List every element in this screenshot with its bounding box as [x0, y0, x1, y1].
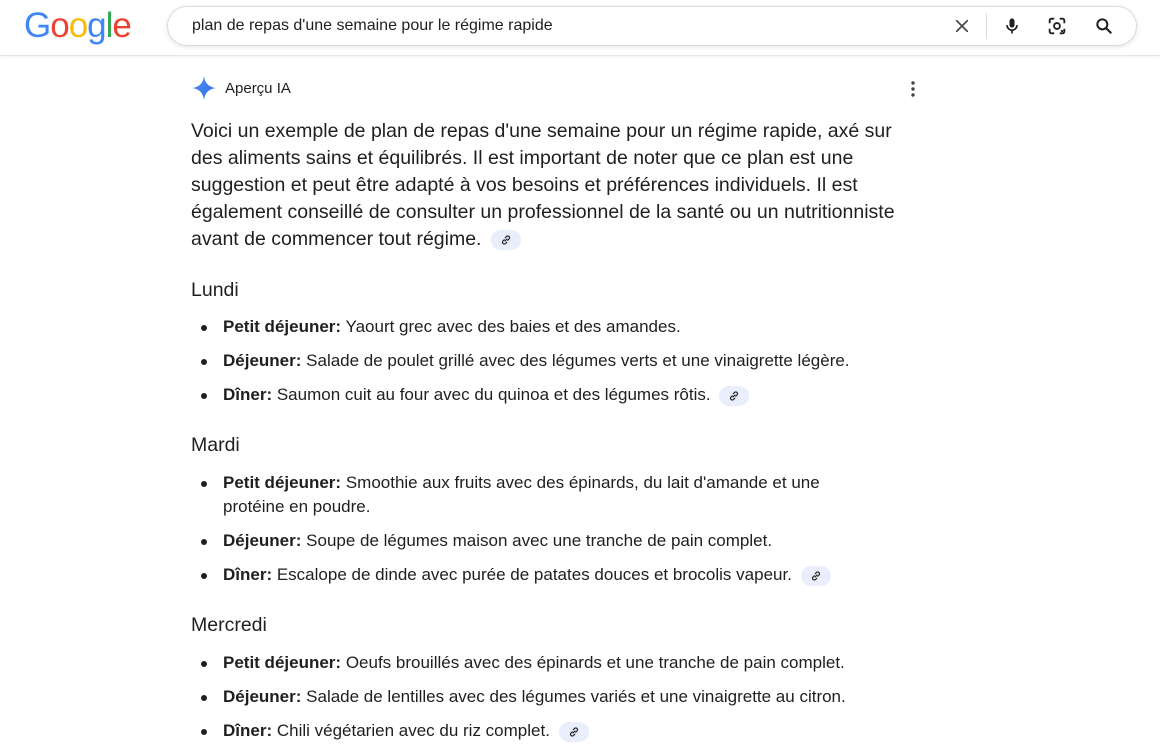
meal-label: Dîner: [223, 565, 273, 584]
list-item [191, 349, 911, 373]
list-item [191, 685, 911, 709]
ai-overview-title: Aperçu IA [225, 79, 291, 97]
day-heading: Lundi [191, 279, 239, 301]
meal-text: Salade de lentilles avec des légumes variés et une vinaigrette au citron. [301, 687, 846, 706]
meal-label: Déjeuner: [223, 531, 302, 550]
meal-text: Escalope de dinde avec purée de patates douces et brocolis vapeur. [272, 565, 792, 584]
meal-label: Petit déjeuner: [223, 473, 342, 492]
search-divider [986, 13, 987, 39]
list-item [191, 471, 871, 519]
logo-letter: g [87, 6, 106, 45]
mic-icon[interactable] [1000, 14, 1024, 38]
meal-label: Déjeuner: [223, 687, 302, 706]
top-bar [0, 0, 1160, 56]
list-item [191, 529, 871, 553]
search-icon[interactable] [1092, 14, 1116, 38]
meal-label: Dîner: [223, 721, 273, 740]
list-item [191, 383, 911, 407]
close-icon[interactable] [950, 14, 974, 38]
ai-overview-intro [191, 118, 901, 253]
list-item [191, 719, 911, 743]
more-options-icon[interactable] [903, 78, 923, 100]
meal-text: Smoothie aux fruits avec des épinards, du lait d'amande et une protéine en poudre. [223, 473, 820, 516]
meal-label: Petit déjeuner: [223, 317, 342, 336]
meal-list [191, 471, 871, 597]
meal-text: Salade de poulet grillé avec des légumes verts et une vinaigrette légère. [301, 351, 850, 370]
citation-link-icon[interactable] [559, 722, 589, 742]
google-logo[interactable] [24, 6, 131, 46]
list-item [191, 651, 911, 675]
meal-list [191, 651, 911, 753]
meal-text: Chili végétarien avec du riz complet. [272, 721, 550, 740]
search-input[interactable] [192, 7, 932, 45]
meal-label: Petit déjeuner: [223, 653, 342, 672]
citation-link-icon[interactable] [719, 386, 749, 406]
lens-icon[interactable] [1045, 14, 1069, 38]
day-heading: Mardi [191, 434, 240, 456]
list-item [191, 563, 871, 587]
meal-label: Dîner: [223, 385, 273, 404]
intro-text: Voici un exemple de plan de repas d'une semaine pour un régime rapide, axé sur des aliments sains et équilibrés. Il est important de noter que ce plan est une suggestion et peut être adapté à vos besoins et préférences individuels. Il est également conseillé de consulter un professionnel de la santé ou un nutritionniste avant de commencer tout régime. [191, 120, 895, 250]
logo-letter: G [24, 6, 51, 45]
meal-text: Soupe de légumes maison avec une tranche de pain complet. [301, 531, 773, 550]
list-item [191, 315, 911, 339]
sparkle-icon [191, 75, 217, 101]
search-box [167, 6, 1137, 46]
meal-list [191, 315, 911, 417]
logo-letter: o [50, 6, 69, 45]
logo-letter: o [68, 6, 88, 45]
day-heading: Mercredi [191, 614, 267, 636]
logo-letter: e [112, 6, 131, 45]
logo-letter: l [105, 6, 113, 45]
citation-link-icon[interactable] [801, 566, 831, 586]
ai-overview-header [191, 76, 291, 100]
meal-text: Yaourt grec avec des baies et des amandes. [341, 317, 681, 336]
citation-link-icon[interactable] [491, 230, 521, 250]
meal-label: Déjeuner: [223, 351, 302, 370]
meal-text: Saumon cuit au four avec du quinoa et des légumes rôtis. [272, 385, 711, 404]
meal-text: Oeufs brouillés avec des épinards et une tranche de pain complet. [341, 653, 845, 672]
